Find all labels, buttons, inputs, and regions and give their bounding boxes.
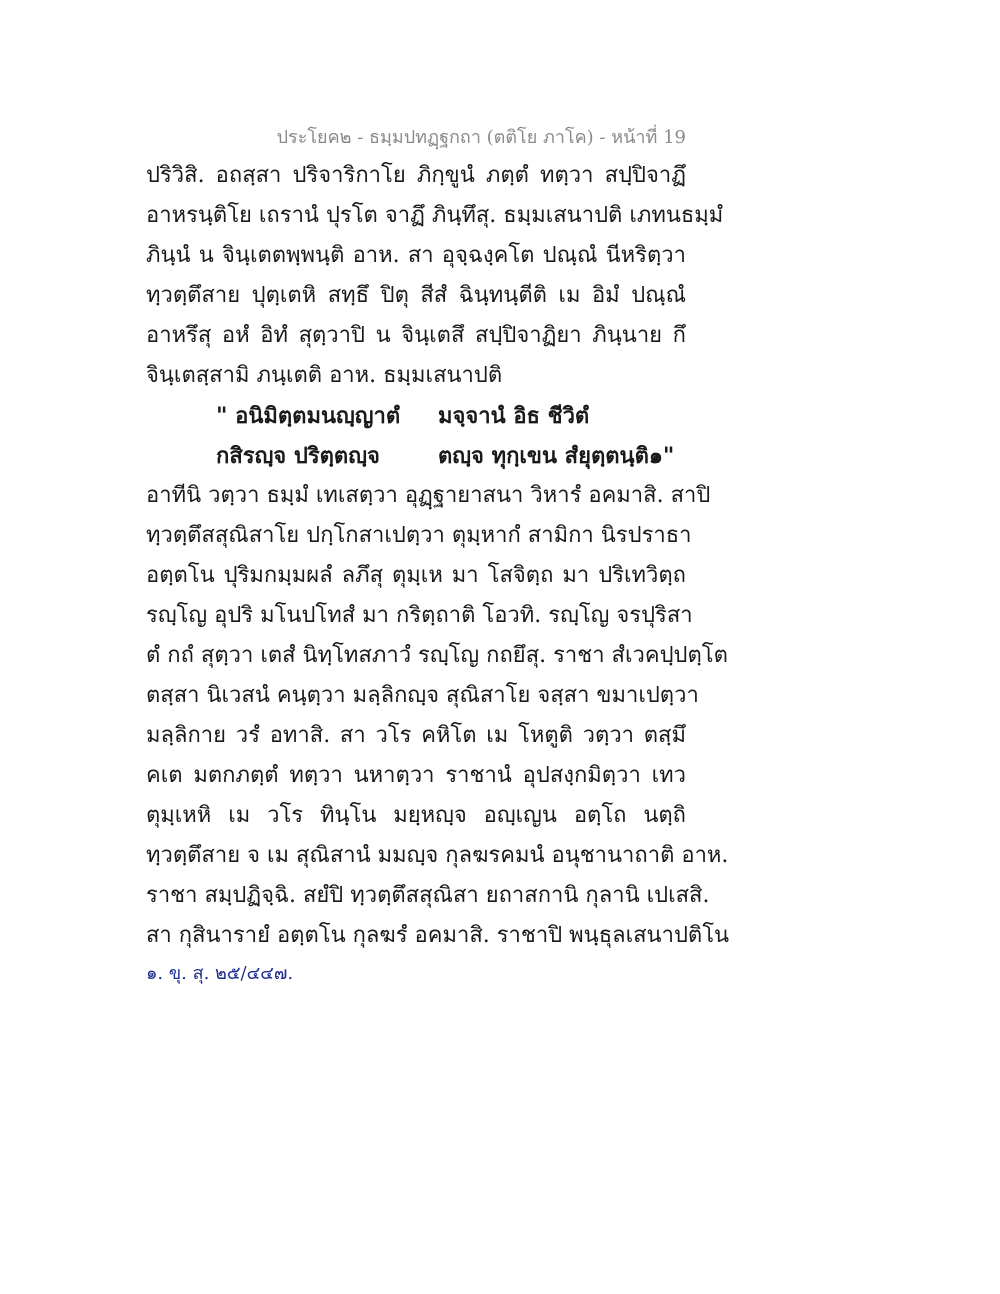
text-line: ปริวิสิ. อถสฺสา ปริจาริกาโย ภิกฺขูนํ ภตฺตํ ทตฺวา สปฺปิจาฏึ <box>146 163 686 188</box>
text-line: สา กุสินารายํ อตฺตโน กุลฆรํ อคมาสิ. ราชาปิ พนฺธุลเสนาปติโน <box>146 923 730 948</box>
text-line: ทฺวตฺตึสาย ปุตฺเตหิ สทฺธึ ปิตุ สีสํ ฉินฺทนฺตีติ เม อิมํ ปณฺณํ <box>146 283 686 308</box>
text-line: ราชา สมฺปฏิจฺฉิ. สยํปิ ทฺวตฺตึสสุณิสา ยถาสกานิ กุลานิ เปเสสิ. <box>146 883 710 908</box>
verse-line-2 <box>146 436 686 476</box>
text-line: อาหรึสุ อหํ อิทํ สุตฺวาปิ น จินฺเตสึ สปฺปิจาฏิยา ภินฺนาย กึ <box>146 323 686 348</box>
page-header: ประโยค๒ - ธมฺมปทฏฺฐกถา (ตติโย ภาโค) - หน้าที่ 19 <box>276 127 686 148</box>
text-line: อาหรนฺติโย เถรานํ ปุรโต จาฏึ ภินฺทึสุ. ธมฺมเสนาปติ เภทนธมฺมํ <box>146 203 724 228</box>
footnote: ๑. ขุ. สุ. ๒๕/๔๔๗. <box>146 963 294 984</box>
verse-line-1-left: " อนิมิตฺตมนญฺญาตํ <box>216 403 401 429</box>
text-line: อาทีนิ วตฺวา ธมฺมํ เทเสตฺวา อุฏฺฐายาสนา วิหารํ อคมาสิ. สาปิ <box>146 483 711 508</box>
text-line: ทฺวตฺตึสสุณิสาโย ปกฺโกสาเปตฺวา ตุมฺหากํ สามิกา นิรปราธา <box>146 523 692 548</box>
text-line: ภินฺนํ น จินฺเตตพฺพนฺติ อาห. สา อุจฺฉงฺคโต ปณฺณํ นีหริตฺวา <box>146 243 686 268</box>
text-line: รญฺโญ อุปริ มโนปโทสํ มา กริตฺถาติ โอวทิ. รญฺโญ จรปุริสา <box>146 603 693 628</box>
body-text <box>146 156 730 956</box>
text-line: ตุมฺเหหิ เม วโร ทินฺโน มยฺหญฺจ อญฺเญน อตฺโถ นตฺถิ <box>146 803 686 828</box>
verse-line-2-left: กสิรญฺจ ปริตฺตญฺจ <box>216 443 380 469</box>
text-line: มลฺลิกาย วรํ อทาสิ. สา วโร คหิโต เม โหตูติ วตฺวา ตสฺมึ <box>146 723 686 748</box>
text-line: จินฺเตสฺสามิ ภนฺเตติ อาห. ธมฺมเสนาปติ <box>146 363 503 388</box>
text-line: คเต มตกภตฺตํ ทตฺวา นหาตฺวา ราชานํ อุปสงฺกมิตฺวา เทว <box>146 763 686 788</box>
verse-line-1 <box>146 396 686 436</box>
text-line: ทฺวตฺตึสาย จ เม สุณิสานํ มมญฺจ กุลฆรคมนํ อนุชานาถาติ อาห. <box>146 843 729 868</box>
verse-line-1-right: มจฺจานํ อิธ ชีวิตํ <box>438 403 590 429</box>
text-line: ตสฺสา นิเวสนํ คนฺตฺวา มลฺลิกญฺจ สุณิสาโย จสฺสา ขมาเปตฺวา <box>146 683 699 708</box>
verse-line-2-right: ตญฺจ ทุกฺเขน สํยุตฺตนฺติ๑" <box>438 443 675 469</box>
text-line: อตฺตโน ปุริมกมฺมผลํ ลภึสุ ตุมฺเห มา โสจิตฺถ มา ปริเทวิตฺถ <box>146 563 686 588</box>
text-line: ตํ กถํ สุตฺวา เตสํ นิทฺโทสภาวํ รญฺโญ กถยึสุ. ราชา สํเวคปฺปตฺโต <box>146 643 728 668</box>
